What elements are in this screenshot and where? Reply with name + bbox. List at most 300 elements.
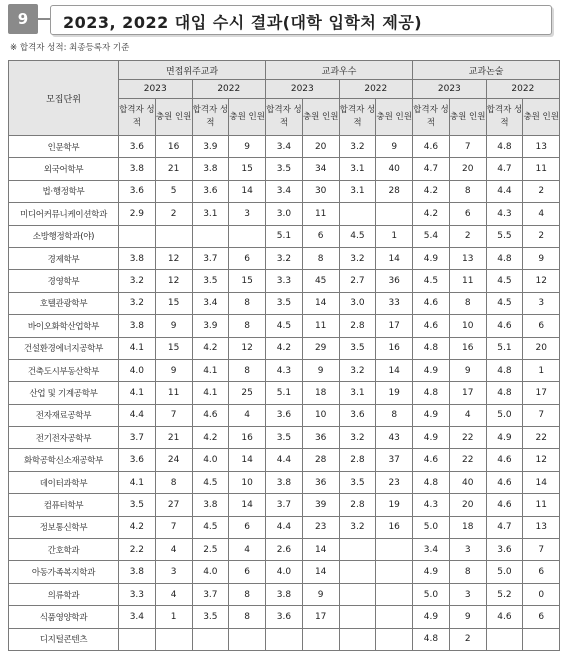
fill-count-cell: 16 [155, 136, 192, 158]
fill-count-cell: 36 [302, 427, 339, 449]
unit-name-cell: 정보통신학부 [9, 516, 119, 538]
grade-cell: 3.1 [192, 203, 229, 225]
fill-count-cell: 8 [449, 292, 486, 314]
fill-count-cell: 15 [229, 158, 266, 180]
grade-cell: 4.6 [192, 404, 229, 426]
fill-count-cell: 7 [449, 136, 486, 158]
grade-cell: 3.5 [266, 158, 303, 180]
fill-count-cell: 2 [523, 225, 560, 247]
fill-count-cell: 23 [376, 471, 413, 493]
results-table [8, 60, 560, 651]
fill-count-cell: 11 [523, 494, 560, 516]
table-row [9, 136, 560, 158]
fill-count-cell: 14 [302, 539, 339, 561]
fill-count-cell: 13 [523, 516, 560, 538]
grade-cell [119, 225, 156, 247]
fill-count-cell: 8 [229, 606, 266, 628]
unit-name-cell: 건축도시부동산학부 [9, 359, 119, 381]
grade-cell: 3.8 [119, 315, 156, 337]
grade-cell [339, 628, 376, 650]
fill-count-cell: 6 [302, 225, 339, 247]
fill-count-cell: 11 [302, 203, 339, 225]
unit-name-cell: 소방행정학과(야) [9, 225, 119, 247]
grade-cell: 3.1 [339, 180, 376, 202]
grade-cell: 4.2 [119, 516, 156, 538]
fill-count-cell: 28 [376, 180, 413, 202]
grade-cell [486, 628, 523, 650]
grade-cell: 4.2 [413, 203, 450, 225]
fill-count-cell: 16 [229, 427, 266, 449]
unit-name-cell: 법·행정학부 [9, 180, 119, 202]
grade-cell: 3.7 [192, 247, 229, 269]
fill-count-cell: 3 [523, 292, 560, 314]
grade-cell: 4.9 [413, 404, 450, 426]
unit-name-cell: 바이오화학산업학부 [9, 315, 119, 337]
group-header: 교과우수 [266, 61, 413, 80]
unit-name-cell: 전기전자공학부 [9, 427, 119, 449]
grade-cell: 3.1 [339, 382, 376, 404]
grade-cell [339, 203, 376, 225]
table-row [9, 583, 560, 605]
fill-count-cell: 14 [229, 180, 266, 202]
table-row [9, 404, 560, 426]
fill-count-cell: 15 [155, 337, 192, 359]
grade-cell: 2.7 [339, 270, 376, 292]
grade-cell: 4.0 [266, 561, 303, 583]
grade-cell: 3.6 [486, 539, 523, 561]
grade-cell: 4.9 [413, 247, 450, 269]
page-title: 2023, 2022 대입 수시 결과(대학 입학처 제공) [63, 13, 423, 32]
section-number-badge: 9 [8, 4, 38, 34]
grade-cell: 5.1 [486, 337, 523, 359]
table-row [9, 315, 560, 337]
fill-count-cell: 4 [449, 404, 486, 426]
fill-count-cell: 6 [449, 203, 486, 225]
grade-column-header: 합격자 성적 [413, 99, 450, 136]
unit-name-cell: 인문학부 [9, 136, 119, 158]
fill-count-cell: 9 [229, 136, 266, 158]
fill-count-cell: 9 [155, 315, 192, 337]
grade-cell: 5.0 [413, 583, 450, 605]
table-row [9, 449, 560, 471]
fill-count-cell: 4 [155, 539, 192, 561]
grade-cell: 4.2 [192, 337, 229, 359]
fill-count-cell: 4 [155, 583, 192, 605]
unit-name-cell: 식품영양학과 [9, 606, 119, 628]
table-row [9, 628, 560, 650]
fill-count-cell: 14 [376, 247, 413, 269]
fill-count-cell: 6 [523, 315, 560, 337]
grade-cell: 4.8 [486, 247, 523, 269]
unit-name-cell: 호텔관광학부 [9, 292, 119, 314]
fill-count-cell: 20 [449, 494, 486, 516]
grade-cell: 3.5 [192, 606, 229, 628]
grade-cell: 2.9 [119, 203, 156, 225]
fill-count-cell: 39 [302, 494, 339, 516]
table-row [9, 606, 560, 628]
grade-cell: 4.5 [192, 471, 229, 493]
fill-count-cell: 19 [376, 382, 413, 404]
table-row [9, 225, 560, 247]
fill-count-cell: 1 [155, 606, 192, 628]
grade-cell: 3.2 [339, 359, 376, 381]
grade-cell: 4.1 [119, 382, 156, 404]
table-row [9, 561, 560, 583]
grade-cell: 4.5 [266, 315, 303, 337]
fill-count-cell: 9 [302, 583, 339, 605]
fill-count-cell [229, 628, 266, 650]
grade-cell: 4.5 [486, 292, 523, 314]
grade-column-header: 합격자 성적 [486, 99, 523, 136]
fill-count-cell: 7 [155, 516, 192, 538]
fill-count-cell: 22 [523, 427, 560, 449]
grade-cell [119, 628, 156, 650]
grade-cell: 2.8 [339, 494, 376, 516]
grade-cell: 3.5 [266, 292, 303, 314]
grade-cell: 2.6 [266, 539, 303, 561]
table-row [9, 180, 560, 202]
fill-count-cell [376, 606, 413, 628]
unit-name-cell: 간호학과 [9, 539, 119, 561]
fill-count-cell: 1 [376, 225, 413, 247]
table-row [9, 203, 560, 225]
fill-count-cell: 9 [155, 359, 192, 381]
grade-cell: 3.0 [266, 203, 303, 225]
fill-count-cell: 6 [523, 606, 560, 628]
fill-count-cell: 14 [229, 449, 266, 471]
grade-cell: 3.2 [119, 292, 156, 314]
table-row [9, 471, 560, 493]
fill-count-cell: 11 [449, 270, 486, 292]
grade-cell: 4.9 [413, 427, 450, 449]
grade-cell: 3.8 [266, 583, 303, 605]
grade-cell: 3.8 [119, 247, 156, 269]
grade-cell: 4.5 [339, 225, 376, 247]
table-row [9, 427, 560, 449]
grade-cell: 3.6 [192, 180, 229, 202]
grade-cell: 4.8 [486, 136, 523, 158]
table-row [9, 337, 560, 359]
grade-cell: 4.3 [486, 203, 523, 225]
fill-count-cell: 21 [155, 427, 192, 449]
fill-count-cell: 1 [523, 359, 560, 381]
grade-cell: 4.4 [266, 449, 303, 471]
fill-count-cell: 3 [449, 539, 486, 561]
fill-count-cell: 10 [449, 315, 486, 337]
fill-count-cell [376, 203, 413, 225]
grade-cell: 3.8 [119, 158, 156, 180]
fill-count-cell: 14 [302, 292, 339, 314]
grade-cell: 5.2 [486, 583, 523, 605]
fill-column-header: 충원 인원 [155, 99, 192, 136]
grade-cell [339, 606, 376, 628]
grade-cell [192, 628, 229, 650]
unit-name-cell: 건설환경에너지공학부 [9, 337, 119, 359]
grade-cell: 4.2 [192, 427, 229, 449]
grade-cell: 3.8 [192, 494, 229, 516]
grade-cell: 3.2 [266, 247, 303, 269]
title-box [50, 5, 552, 35]
fill-count-cell: 14 [376, 359, 413, 381]
grade-cell: 3.1 [339, 158, 376, 180]
fill-count-cell: 33 [376, 292, 413, 314]
grade-cell: 4.3 [266, 359, 303, 381]
fill-count-cell: 8 [449, 180, 486, 202]
fill-count-cell: 36 [302, 471, 339, 493]
fill-count-cell: 3 [155, 561, 192, 583]
table-row [9, 247, 560, 269]
fill-count-cell: 8 [449, 561, 486, 583]
fill-count-cell: 7 [523, 539, 560, 561]
unit-name-cell: 산업 및 기계공학부 [9, 382, 119, 404]
unit-name-cell: 경영학부 [9, 270, 119, 292]
grade-cell: 3.2 [339, 516, 376, 538]
grade-cell: 4.8 [413, 471, 450, 493]
fill-count-cell: 17 [302, 606, 339, 628]
fill-count-cell: 9 [449, 606, 486, 628]
fill-count-cell: 16 [449, 337, 486, 359]
group-header: 교과논술 [413, 61, 560, 80]
unit-name-cell: 의류학과 [9, 583, 119, 605]
grade-cell: 4.1 [119, 471, 156, 493]
fill-count-cell [376, 539, 413, 561]
grade-cell: 3.7 [192, 583, 229, 605]
year-header: 2023 [413, 80, 487, 99]
grade-cell [339, 583, 376, 605]
grade-cell: 3.9 [192, 315, 229, 337]
fill-count-cell: 37 [376, 449, 413, 471]
fill-count-cell: 8 [229, 315, 266, 337]
fill-column-header: 충원 인원 [376, 99, 413, 136]
grade-cell: 3.6 [119, 180, 156, 202]
fill-count-cell: 17 [376, 315, 413, 337]
fill-count-cell: 27 [155, 494, 192, 516]
fill-count-cell: 15 [229, 270, 266, 292]
fill-count-cell: 2 [523, 180, 560, 202]
year-header: 2023 [266, 80, 340, 99]
grade-cell: 4.8 [413, 337, 450, 359]
grade-cell: 4.8 [486, 359, 523, 381]
grade-cell: 3.4 [119, 606, 156, 628]
fill-count-cell: 9 [302, 359, 339, 381]
grade-cell: 3.2 [119, 270, 156, 292]
grade-cell: 5.4 [413, 225, 450, 247]
year-header: 2022 [339, 80, 413, 99]
fill-count-cell: 11 [523, 158, 560, 180]
grade-cell: 4.1 [119, 337, 156, 359]
table-row [9, 158, 560, 180]
table-row [9, 292, 560, 314]
grade-cell: 2.2 [119, 539, 156, 561]
grade-cell: 4.4 [119, 404, 156, 426]
grade-cell: 3.5 [192, 270, 229, 292]
fill-count-cell: 8 [229, 583, 266, 605]
fill-count-cell: 20 [302, 136, 339, 158]
fill-count-cell: 8 [376, 404, 413, 426]
table-row [9, 516, 560, 538]
grade-cell [266, 628, 303, 650]
fill-count-cell: 4 [523, 203, 560, 225]
grade-cell: 4.4 [266, 516, 303, 538]
fill-count-cell: 5 [155, 180, 192, 202]
grade-cell: 4.7 [413, 158, 450, 180]
grade-cell: 4.9 [413, 359, 450, 381]
grade-cell: 4.8 [413, 628, 450, 650]
grade-cell: 4.1 [192, 382, 229, 404]
fill-count-cell: 2 [449, 628, 486, 650]
fill-count-cell: 6 [229, 516, 266, 538]
grade-column-header: 합격자 성적 [119, 99, 156, 136]
grade-cell: 2.5 [192, 539, 229, 561]
unit-name-cell: 외국어학부 [9, 158, 119, 180]
grade-cell: 4.8 [486, 382, 523, 404]
grade-cell: 4.0 [192, 449, 229, 471]
grade-cell: 3.3 [266, 270, 303, 292]
fill-count-cell: 18 [302, 382, 339, 404]
fill-count-cell [229, 225, 266, 247]
fill-count-cell: 4 [229, 404, 266, 426]
fill-count-cell: 20 [523, 337, 560, 359]
grade-cell: 4.9 [486, 427, 523, 449]
table-row [9, 539, 560, 561]
grade-cell: 3.5 [119, 494, 156, 516]
grade-cell: 3.7 [119, 427, 156, 449]
fill-count-cell: 12 [155, 270, 192, 292]
fill-count-cell [302, 628, 339, 650]
grade-cell: 5.0 [486, 404, 523, 426]
fill-count-cell: 30 [302, 180, 339, 202]
table-row [9, 359, 560, 381]
grade-cell: 5.1 [266, 382, 303, 404]
section-header [0, 0, 566, 38]
note-text: ※ 합격자 성적: 최종등록자 기준 [10, 43, 130, 53]
fill-count-cell: 9 [449, 359, 486, 381]
fill-column-header: 충원 인원 [449, 99, 486, 136]
grade-cell: 4.0 [192, 561, 229, 583]
fill-count-cell: 7 [523, 404, 560, 426]
grade-cell: 4.6 [486, 494, 523, 516]
grade-cell: 4.6 [413, 449, 450, 471]
fill-count-cell: 14 [229, 494, 266, 516]
fill-count-cell: 6 [229, 247, 266, 269]
fill-count-cell [376, 561, 413, 583]
fill-count-cell: 24 [155, 449, 192, 471]
grade-cell: 4.5 [413, 270, 450, 292]
grade-cell: 3.8 [266, 471, 303, 493]
fill-count-cell: 2 [449, 225, 486, 247]
fill-count-cell [376, 628, 413, 650]
fill-count-cell: 14 [302, 561, 339, 583]
fill-count-cell: 36 [376, 270, 413, 292]
grade-cell: 4.6 [413, 136, 450, 158]
grade-cell: 5.1 [266, 225, 303, 247]
grade-cell: 5.5 [486, 225, 523, 247]
grade-cell: 3.4 [266, 180, 303, 202]
grade-cell: 2.8 [339, 315, 376, 337]
fill-count-cell: 9 [376, 136, 413, 158]
grade-cell: 4.1 [192, 359, 229, 381]
fill-count-cell: 12 [155, 247, 192, 269]
fill-count-cell: 34 [302, 158, 339, 180]
table-row [9, 270, 560, 292]
year-header: 2022 [486, 80, 560, 99]
fill-count-cell: 9 [523, 247, 560, 269]
fill-count-cell: 21 [155, 158, 192, 180]
fill-count-cell: 0 [523, 583, 560, 605]
fill-count-cell: 6 [229, 561, 266, 583]
grade-cell: 4.9 [413, 606, 450, 628]
unit-name-cell: 컴퓨터학부 [9, 494, 119, 516]
grade-cell: 4.2 [266, 337, 303, 359]
grade-cell: 5.0 [413, 516, 450, 538]
fill-count-cell: 8 [229, 359, 266, 381]
grade-cell: 2.8 [339, 449, 376, 471]
grade-cell: 3.0 [339, 292, 376, 314]
grade-cell: 3.6 [266, 404, 303, 426]
fill-count-cell: 23 [302, 516, 339, 538]
fill-count-cell: 43 [376, 427, 413, 449]
grade-cell: 3.4 [266, 136, 303, 158]
fill-count-cell: 2 [155, 203, 192, 225]
fill-count-cell: 40 [376, 158, 413, 180]
grade-cell: 4.6 [413, 292, 450, 314]
grade-cell: 4.6 [413, 315, 450, 337]
grade-column-header: 합격자 성적 [339, 99, 376, 136]
grade-column-header: 합격자 성적 [192, 99, 229, 136]
fill-column-header: 충원 인원 [523, 99, 560, 136]
fill-count-cell [155, 628, 192, 650]
grade-cell: 4.7 [486, 158, 523, 180]
grade-cell: 3.2 [339, 427, 376, 449]
fill-count-cell: 4 [229, 539, 266, 561]
fill-column-header: 충원 인원 [229, 99, 266, 136]
grade-cell: 3.8 [119, 561, 156, 583]
fill-count-cell: 15 [155, 292, 192, 314]
fill-count-cell: 22 [449, 427, 486, 449]
grade-cell: 4.4 [486, 180, 523, 202]
grade-cell: 3.6 [339, 404, 376, 426]
fill-count-cell: 16 [376, 337, 413, 359]
fill-count-cell: 13 [449, 247, 486, 269]
table-row [9, 382, 560, 404]
grade-cell: 3.5 [339, 471, 376, 493]
fill-count-cell: 13 [523, 136, 560, 158]
fill-count-cell: 20 [449, 158, 486, 180]
fill-count-cell [523, 628, 560, 650]
grade-cell: 3.9 [192, 136, 229, 158]
fill-count-cell: 12 [523, 449, 560, 471]
grade-cell: 4.9 [413, 561, 450, 583]
grade-cell: 4.5 [486, 270, 523, 292]
grade-cell: 5.0 [486, 561, 523, 583]
grade-cell: 3.3 [119, 583, 156, 605]
fill-column-header: 충원 인원 [302, 99, 339, 136]
year-header: 2022 [192, 80, 266, 99]
grade-cell: 3.4 [192, 292, 229, 314]
unit-column-header: 모집단위 [9, 61, 119, 136]
grade-cell: 3.2 [339, 136, 376, 158]
fill-count-cell: 8 [229, 292, 266, 314]
fill-count-cell [376, 583, 413, 605]
fill-count-cell: 11 [155, 382, 192, 404]
grade-cell: 4.3 [413, 494, 450, 516]
fill-count-cell: 11 [302, 315, 339, 337]
fill-count-cell: 7 [155, 404, 192, 426]
grade-cell: 4.8 [413, 382, 450, 404]
fill-count-cell: 12 [523, 270, 560, 292]
fill-count-cell: 3 [449, 583, 486, 605]
grade-cell: 3.8 [192, 158, 229, 180]
